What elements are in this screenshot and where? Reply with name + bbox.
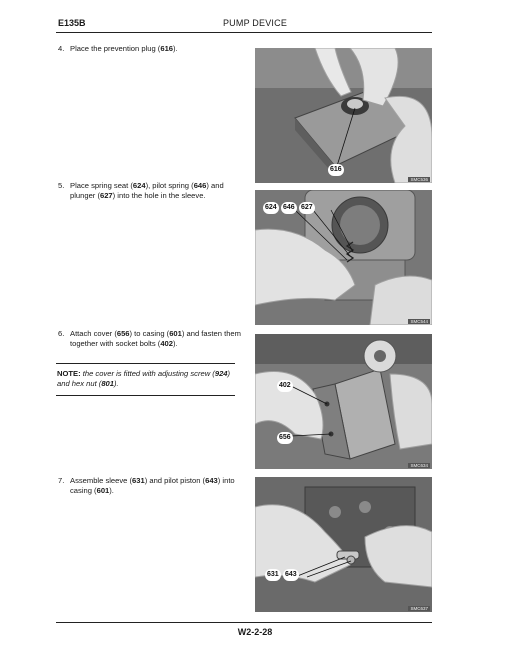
figure-prevention-plug [255,48,432,183]
callout-label: 624 [263,202,279,214]
photo-illustration [255,334,432,469]
callout-label: 631 [265,569,281,581]
page-number: W2-2-28 [237,627,273,637]
figure-code: SMC634 [410,463,428,468]
callout-label: 627 [299,202,315,214]
callout-label: 646 [281,202,297,214]
figure-cover-attach [255,334,432,469]
step-number: 4. [58,44,65,53]
callout-label: 616 [328,164,344,176]
figure-code: SMC544 [410,319,428,324]
figure-code: SMC536 [410,177,428,182]
figure-spring-seat [255,190,432,325]
section-title: PUMP DEVICE [222,18,288,28]
callout-label: 402 [277,380,293,392]
step-number: 7. [58,476,65,485]
header-rule [56,32,432,33]
figure-sleeve-piston [255,477,432,612]
step-text: Place the prevention plug (616). [70,44,178,53]
note-label: NOTE: [57,369,81,378]
note-box: NOTE: the cover is fitted with adjusting screw (924) and hex nut (801). [56,363,235,396]
step-text: Attach cover (656) to casing (601) and fasten them together with socket bolts (402). [70,329,241,348]
photo-illustration [255,477,432,612]
footer-rule [56,622,432,623]
step-text: Place spring seat (624), pilot spring (646) and plunger (627) into the hole in the sleeve. [70,181,224,200]
figure-code: SMC637 [410,606,428,611]
step-number: 5. [58,181,65,190]
manual-code: E135B [58,18,86,28]
step-number: 6. [58,329,65,338]
step-text: Assemble sleeve (631) and pilot piston (643) into casing (601). [70,476,235,495]
callout-label: 656 [277,432,293,444]
callout-label: 643 [283,569,299,581]
photo-illustration [255,48,432,183]
